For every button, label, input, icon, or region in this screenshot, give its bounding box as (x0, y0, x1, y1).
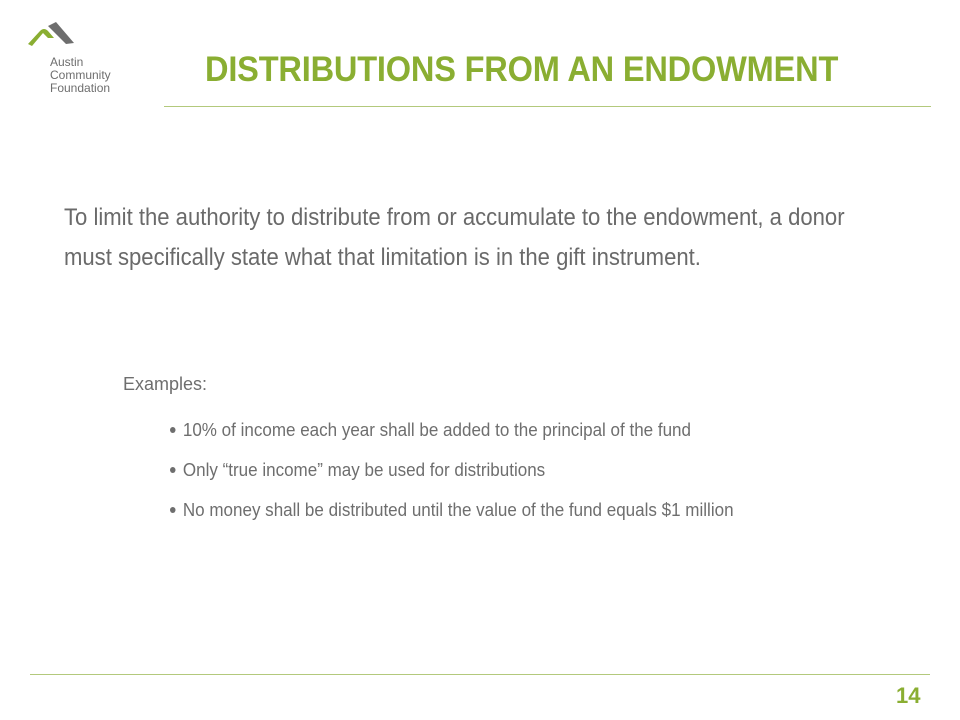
examples-list (170, 410, 734, 530)
list-item (170, 450, 734, 490)
bullet-dot-icon (170, 427, 176, 433)
acf-chevron-logo-icon (26, 22, 86, 56)
logo-line-1: Austin (50, 55, 84, 69)
list-item-text: No money shall be distributed until the value of the fund equals $1 million (182, 499, 734, 520)
logo-line-3: Foundation (50, 81, 111, 95)
list-item-text: 10% of income each year shall be added to the principal of the fund (182, 419, 691, 440)
examples-label: Examples: (123, 374, 208, 394)
logo-line-2: Community (50, 68, 111, 82)
page-number: 14 (896, 683, 921, 708)
logo-wordmark (50, 56, 111, 95)
bullet-dot-icon (170, 507, 176, 513)
title-divider (164, 106, 931, 107)
footer-divider (30, 674, 930, 675)
list-item-text: Only “true income” may be used for distributions (182, 459, 546, 480)
list-item (170, 410, 734, 450)
bullet-dot-icon (170, 467, 176, 473)
list-item (170, 490, 734, 530)
body-paragraph: To limit the authority to distribute from or accumulate to the endowment, a donor must specifically state what that limitation is in the gift instrument. (64, 204, 845, 271)
austin-community-foundation-logo (26, 22, 136, 112)
slide-title: DISTRIBUTIONS FROM AN ENDOWMENT (205, 50, 839, 89)
